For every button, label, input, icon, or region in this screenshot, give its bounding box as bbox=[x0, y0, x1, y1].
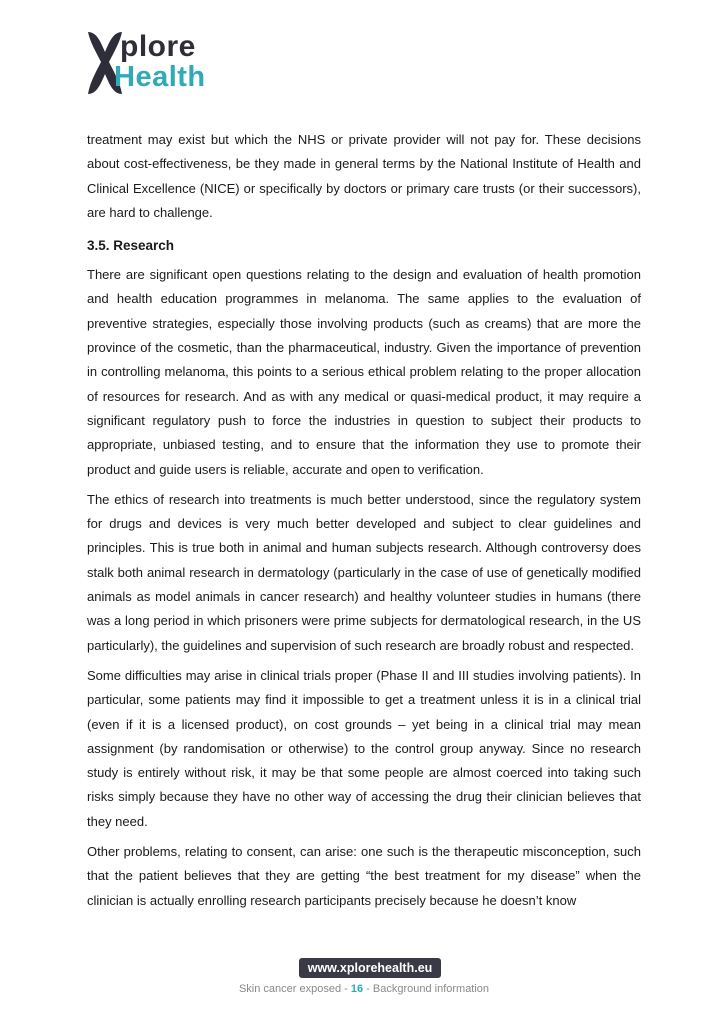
logo-word-plore: plore bbox=[120, 30, 196, 63]
paragraph-1: There are significant open questions relating to the design and evaluation of health promotion and health education programmes in melanoma. The same applies to the evaluation of preventive strategies, especially those involving products (such as creams) that are more the province of the cosmetic, than the pharmaceutical, industry. Given the importance of prevention in controlling melanoma, this points to a serious ethical problem relating to the proper allocation of resources for research. And as with any medical or quasi-medical product, it may require a significant regulatory push to force the industries in question to subject their products to appropriate, unbiased testing, and to ensure that the information they use to promote their product and guide users is reliable, accurate and open to verification. bbox=[87, 267, 641, 477]
xplore-health-logo bbox=[84, 30, 234, 100]
paragraph-3: Some difficulties may arise in clinical trials proper (Phase II and III studies involving patients). In particular, some patients may find it impossible to get a treatment unless it is in a clinical trial (even if it is a licensed product), on cost grounds – yet being in a clinical trial may mean assignment (by randomisation or otherwise) to the control group anyway. Since no research study is entirely without risk, it may be that some people are almost coerced into taking such risks simply because they have no other way of accessing the drug their clinician believes that they need. bbox=[87, 667, 641, 829]
paragraph-2: The ethics of research into treatments is much better understood, since the regulatory system for drugs and devices is very much better developed and subject to clear guidelines and principles. This is true both in animal and human subjects research. Although controversy does stalk both animal research in dermatology (particularly in the case of use of genetically modified animals as model animals in cancer research) and healthy volunteer studies in humans (there was a long period in which prisoners were prime subjects for dermatological research, in the US particularly), the guidelines and supervision of such research are broadly robust and respected. bbox=[87, 491, 641, 653]
logo-word-health: Health bbox=[114, 61, 206, 93]
footer-caption-prefix: Skin cancer exposed - bbox=[238, 983, 351, 995]
document-body bbox=[87, 128, 641, 919]
section-heading: 3.5. Research bbox=[87, 238, 175, 254]
page-number: 16 bbox=[350, 983, 364, 995]
paragraph-4: Other problems, relating to consent, can arise: one such is the therapeutic misconception, such that the patient believes that they are getting “the best treatment for my disease” when the clinician is actually enrolling research participants precisely because he doesn’t know bbox=[87, 844, 641, 908]
footer-caption bbox=[0, 983, 728, 995]
footer-caption-suffix: - Background information bbox=[363, 983, 490, 995]
paragraph-intro: treatment may exist but which the NHS or private provider will not pay for. These decisions about cost-effectiveness, be they made in general terms by the National Institute of Health and Clinical Excellence (NICE) or specifically by doctors or primary care trusts (or their successors), are hard to challenge. bbox=[87, 132, 641, 220]
footer-url-badge[interactable]: www.xplorehealth.eu bbox=[299, 958, 441, 978]
